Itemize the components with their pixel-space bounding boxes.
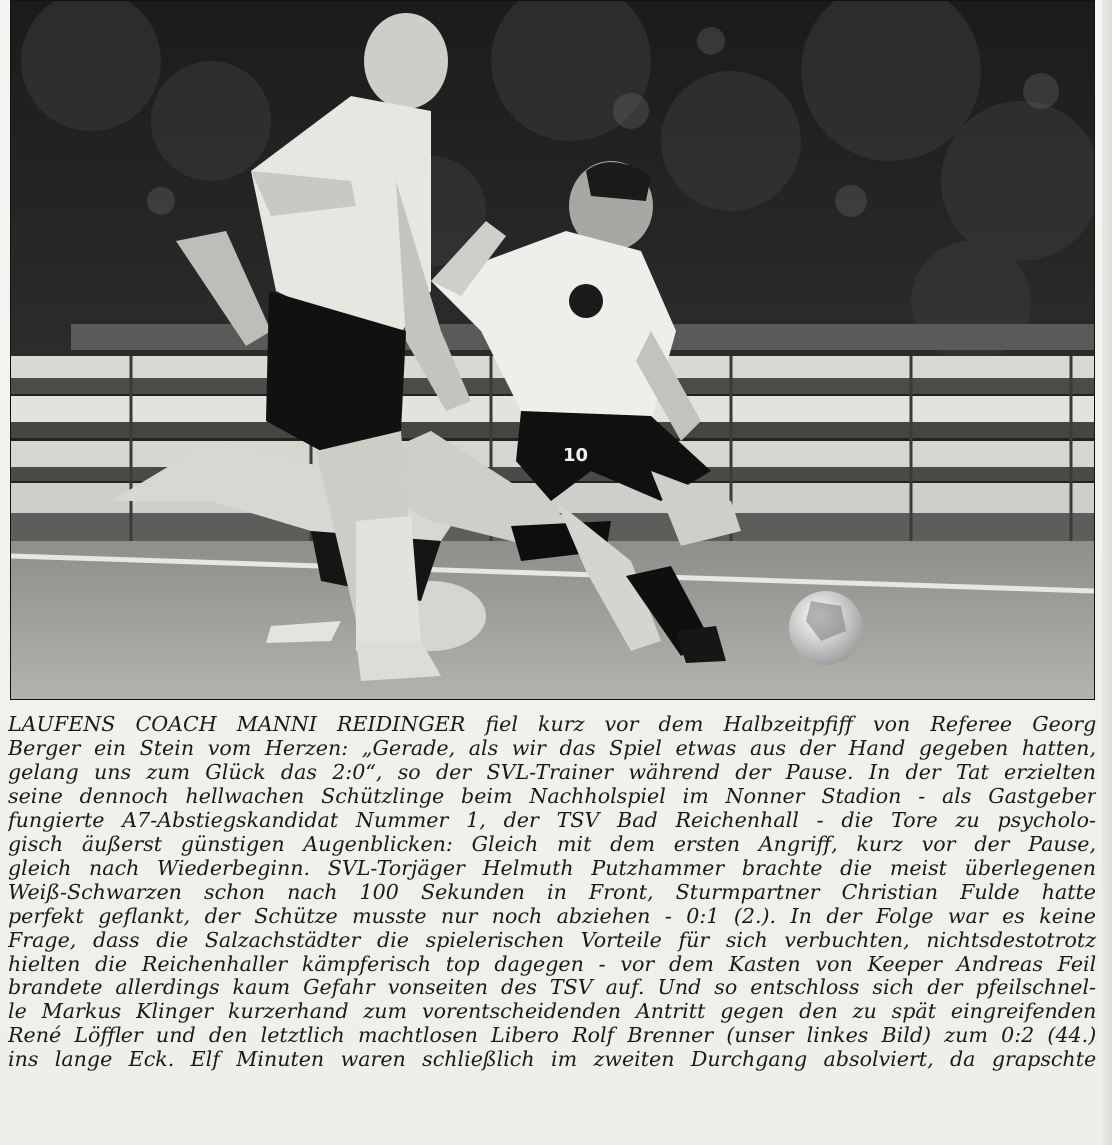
match-photo (10, 0, 1095, 700)
caption-line: Frage, dass die Salzachstädter die spielerischen Vorteile für sich verbuchten, nichtsdestotrotz (8, 928, 1096, 952)
caption-line: René Löffler und den letztlich machtlosen Libero Rolf Brenner (unser linkes Bild) zum 0:2 (44.) (8, 1024, 1096, 1048)
caption-line: ins lange Eck. Elf Minuten waren schließlich im zweiten Durchgang absolviert, da grapschte (8, 1048, 1096, 1072)
caption-line: brandete allerdings kaum Gefahr vonseiten des TSV auf. Und so entschloss sich der pfeilschnel- (8, 976, 1096, 1000)
paper-edge (1102, 0, 1112, 1145)
caption-line: gisch äußerst günstigen Augenblicken: Gleich mit dem ersten Angriff, kurz vor der Pause, (8, 832, 1096, 856)
pitch (11, 541, 1094, 699)
caption-line: Weiß-Schwarzen schon nach 100 Sekunden in Front, Sturmpartner Christian Fulde hatte (8, 880, 1096, 904)
caption-line: LAUFENS COACH MANNI REIDINGER fiel kurz vor dem Halbzeitpfiff von Referee Georg (8, 713, 1096, 736)
caption-line: gelang uns zum Glück das 2:0“, so der SVL-Trainer während der Pause. In der Tat erzielten (8, 760, 1096, 784)
caption-line: le Markus Klinger kurzerhand zum vorentscheidenden Antritt gegen den zu spät eingreifenden (8, 1000, 1096, 1024)
caption-line: gleich nach Wiederbeginn. SVL-Torjäger Helmuth Putzhammer brachte die meist überlegenen (8, 856, 1096, 880)
caption-line: Berger ein Stein vom Herzen: „Gerade, als wir das Spiel etwas aus der Hand gegeben hatten, (8, 736, 1096, 760)
jersey-number: 10 (563, 445, 589, 466)
caption-line: hielten die Reichenhaller kämpferisch top dagegen - vor dem Kasten von Keeper Andreas Feil (8, 952, 1096, 976)
caption-line: fungierte A7-Abstiegskandidat Nummer 1, der TSV Bad Reichenhall - die Tore zu psycholo- (8, 808, 1096, 832)
football-scene-illustration (11, 1, 1094, 699)
article-caption (8, 713, 1096, 1141)
caption-line: perfekt geflankt, der Schütze musste nur noch abziehen - 0:1 (2.). In der Folge war es keine (8, 904, 1096, 928)
caption-line: seine dennoch hellwachen Schützlinge beim Nachholspiel im Nonner Stadion - als Gastgeber (8, 784, 1096, 808)
